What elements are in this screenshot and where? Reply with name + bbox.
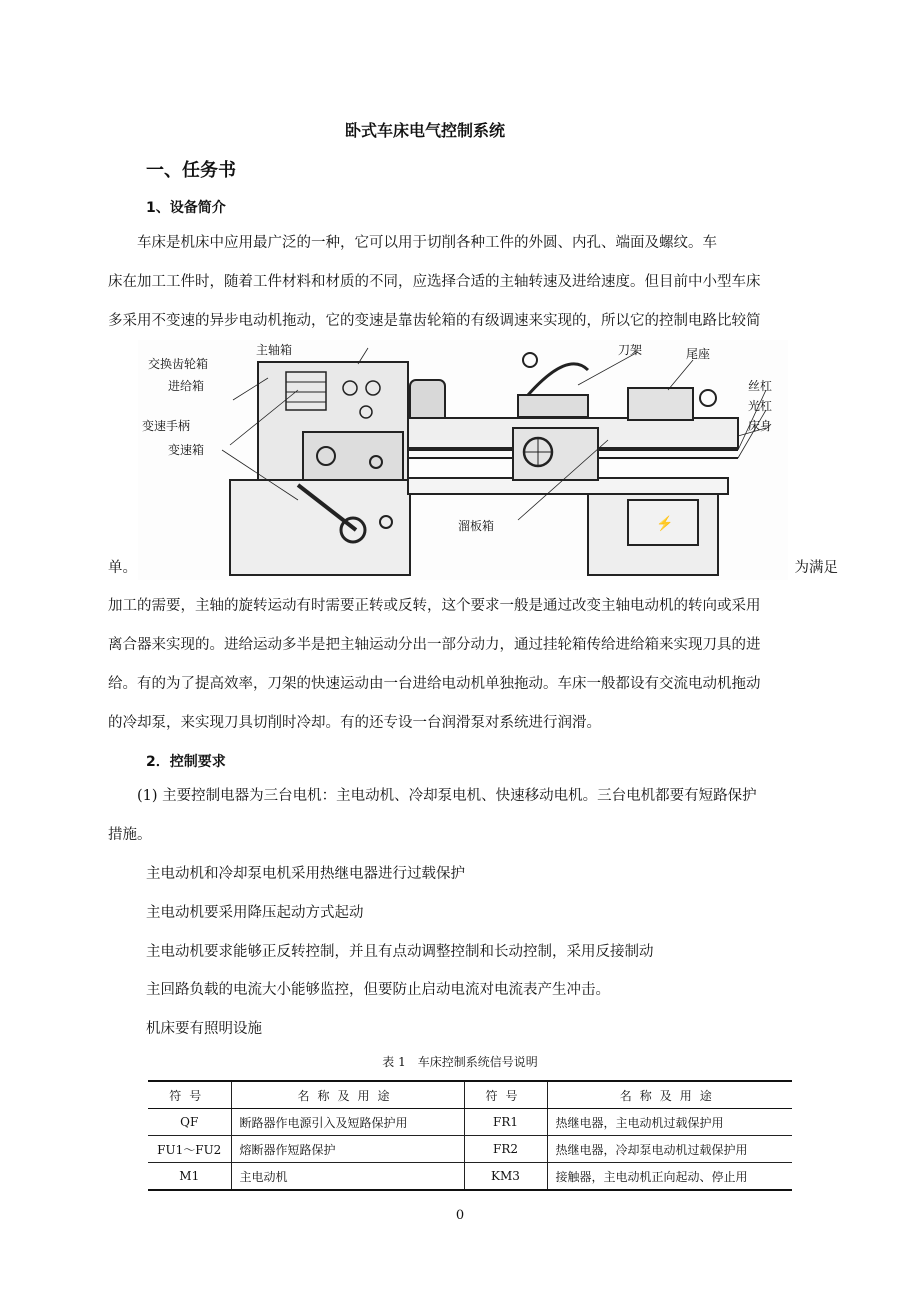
label-speed-box: 变速箱 [168, 443, 205, 457]
table-row [148, 1136, 792, 1163]
section-heading-task: 一、任务书 [146, 160, 236, 181]
after-line: 的冷却泵，来实现刀具切削时冷却。有的还专设一台润滑泵对系统进行润滑。 [108, 715, 601, 731]
lathe-tailstock [628, 388, 693, 420]
label-tool-rest: 刀架 [618, 343, 643, 357]
table-row [148, 1109, 792, 1136]
requirement-item: 主回路负载的电流大小能够监控，但要防止启动电流对电流表产生冲击。 [146, 982, 610, 998]
cell-symbol: M1 [148, 1163, 231, 1191]
table-caption: 表 1 车床控制系统信号说明 [382, 1055, 538, 1069]
cell-symbol: QF [148, 1109, 231, 1136]
cell-description: 主电动机 [231, 1163, 464, 1191]
requirement-line: (1) 主要控制电器为三台电机：主电动机、冷却泵电机、快速移动电机。三台电机都要有短路保护 [108, 788, 757, 804]
cell-symbol: FU1～FU2 [148, 1136, 231, 1163]
lathe-tool-rest [518, 395, 588, 417]
lathe-illustration [138, 340, 788, 580]
label-apron: 溜板箱 [458, 519, 495, 533]
label-spindle-box: 主轴箱 [256, 343, 293, 357]
label-bed: 床身 [748, 419, 773, 433]
page-number: 0 [455, 1208, 465, 1223]
label-tailstock: 尾座 [686, 347, 711, 361]
cell-description: 断路器作电源引入及短路保护用 [231, 1109, 464, 1136]
cell-description: 熔断器作短路保护 [231, 1136, 464, 1163]
after-line: 离合器来实现的。进给运动多半是把主轴运动分出一部分动力，通过挂轮箱传给进给箱来实现刀具的进 [108, 637, 761, 653]
intro-line: 床在加工工件时，随着工件材料和材质的不同，应选择合适的主轴转速及进给速度。但目前中小型车床 [108, 274, 761, 290]
cell-symbol: KM3 [464, 1163, 547, 1191]
after-line: 给。有的为了提高效率，刀架的快速运动由一台进给电动机单独拖动。车床一般都设有交流电动机拖动 [108, 676, 761, 692]
label-lead-screw: 丝杠 [748, 379, 773, 393]
table-row [148, 1163, 792, 1191]
header-symbol: 符号 [464, 1081, 547, 1109]
requirement-item: 主电动机要采用降压起动方式起动 [146, 905, 364, 921]
requirement-item: 主电动机和冷却泵电机采用热继电器进行过载保护 [146, 866, 465, 882]
after-line: 加工的需要，主轴的旋转运动有时需要正转或反转，这个要求一般是通过改变主轴电动机的转向或采用 [108, 598, 761, 614]
document-title: 卧式车床电气控制系统 [344, 121, 505, 140]
table-header-row [148, 1081, 792, 1109]
cell-symbol: FR2 [464, 1136, 547, 1163]
header-symbol: 符号 [148, 1081, 231, 1109]
signal-table [148, 1080, 792, 1191]
header-name-usage: 名称及用途 [547, 1081, 792, 1109]
svg-text:⚡: ⚡ [656, 516, 674, 532]
label-speed-handle: 变速手柄 [142, 419, 191, 433]
label-feed-box: 进给箱 [168, 379, 205, 393]
requirement-1-paragraph [108, 777, 838, 855]
label-feed-rod: 光杠 [748, 399, 773, 413]
header-name-usage: 名称及用途 [231, 1081, 464, 1109]
after-figure-paragraph [108, 587, 838, 743]
cell-symbol: FR1 [464, 1109, 547, 1136]
subheading-control-requirements: 2．控制要求 [146, 754, 226, 770]
cell-description: 热继电器，主电动机过载保护用 [547, 1109, 792, 1136]
figure-row [108, 340, 838, 585]
cell-description: 接触器，主电动机正向起动、停止用 [547, 1163, 792, 1191]
requirement-item: 机床要有照明设施 [146, 1021, 262, 1037]
requirement-line: 措施。 [108, 827, 152, 843]
intro-line: 多采用不变速的异步电动机拖动，它的变速是靠齿轮箱的有级调速来实现的，所以它的控制电路比较简 [108, 313, 761, 329]
intro-line: 车床是机床中应用最广泛的一种，它可以用于切削各种工件的外圆、内孔、端面及螺纹。车 [108, 235, 717, 251]
intro-paragraph [108, 224, 838, 341]
lathe-apron [513, 428, 598, 480]
cell-description: 热继电器，冷却泵电动机过载保护用 [547, 1136, 792, 1163]
label-change-gear-box: 交换齿轮箱 [148, 357, 209, 371]
requirement-item: 主电动机要求能够正反转控制，并且有点动调整控制和长动控制，采用反接制动 [146, 944, 654, 960]
figure-pre-text: 单。 [108, 560, 137, 576]
subheading-equipment-intro: 1、设备简介 [146, 200, 226, 216]
figure-post-text: 为满足 [794, 560, 838, 576]
